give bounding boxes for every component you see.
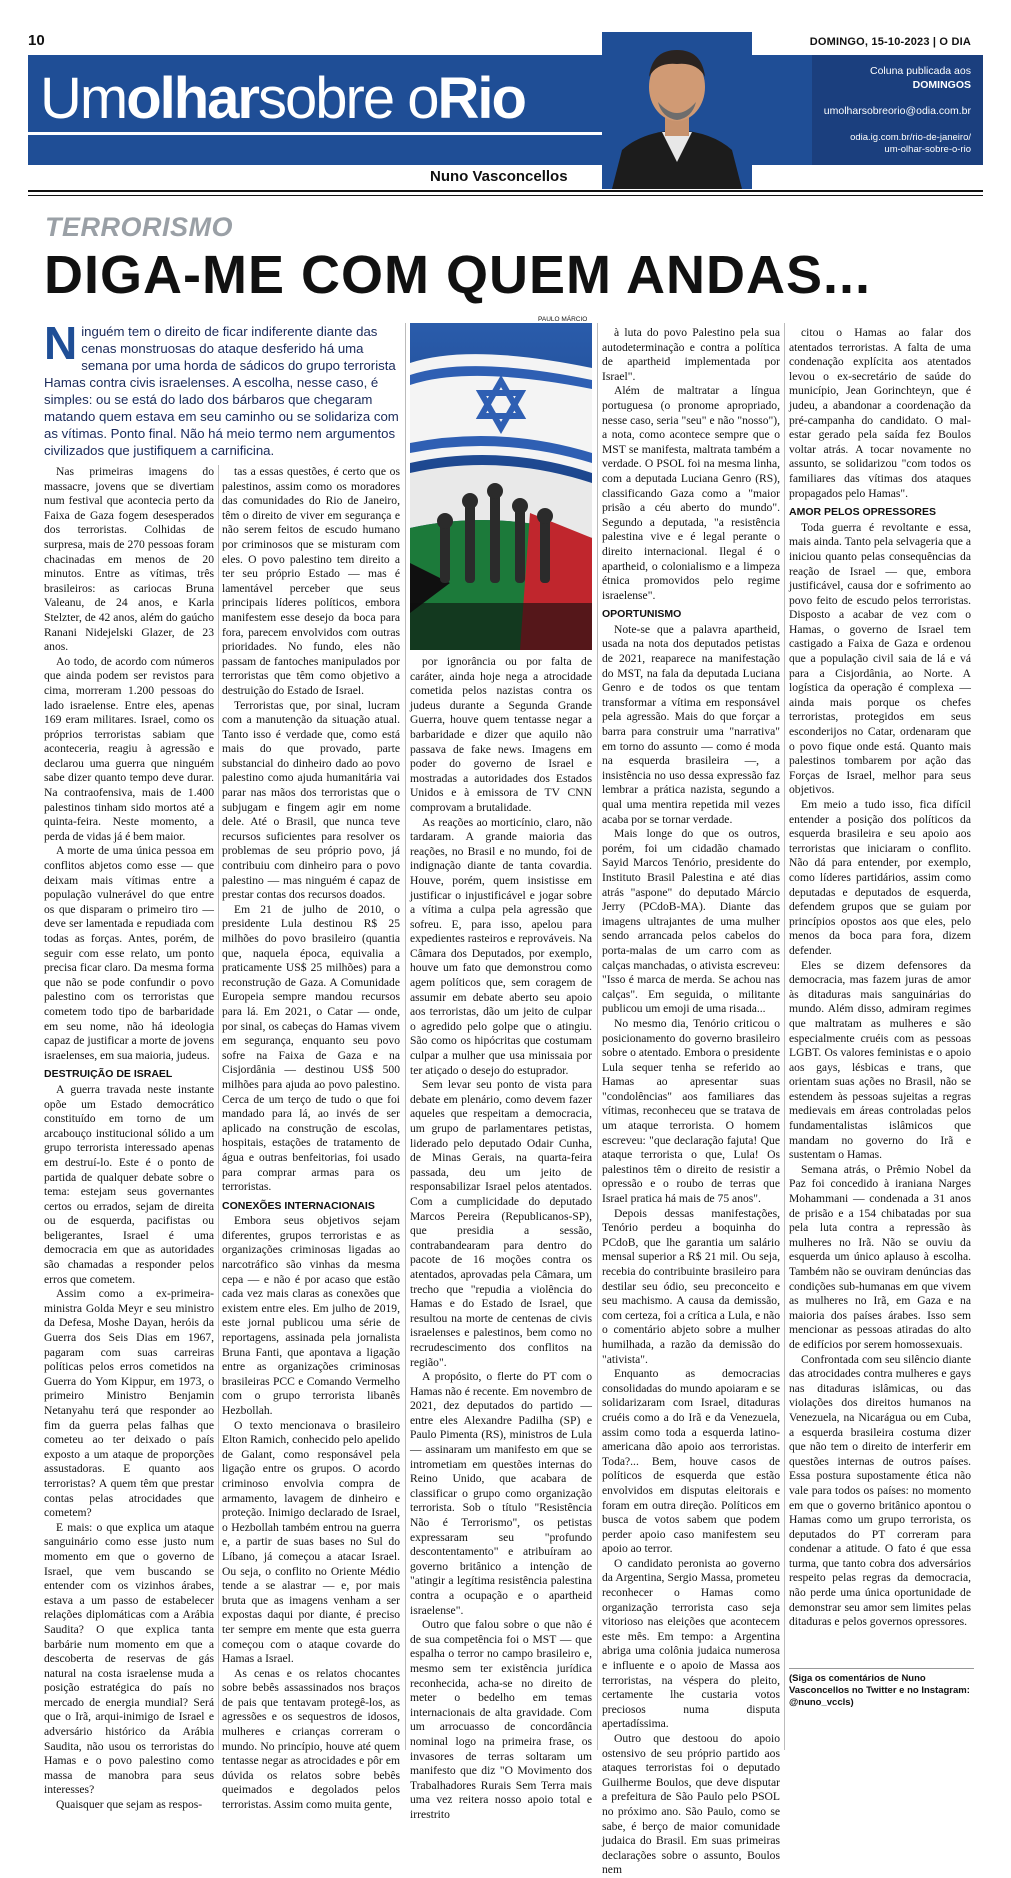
page-number: 10	[28, 32, 45, 49]
email-link[interactable]: umolharsobreorio@odia.com.br	[823, 105, 971, 117]
article-paragraph: Eles se dizem defensores da democracia, mas fazem juras de amor às ditaduras mais sanguinárias do mundo. Além disso, admiram regimes que maltratam as mulheres e são especialmente cruéis com as pessoas LGBT. Os valores feministas e o apoio aos gays, lésbicas e trans, que orientam suas ações no Brasil, não se estendem às pessoas sujeitas a regras medievais em áreas controladas pelos fundamentalistas islâmicos que mandam no governo do Irã e sustentam o Hamas.	[789, 958, 971, 1162]
col1-paragraphs	[44, 465, 214, 1063]
col4b-paragraphs	[602, 623, 780, 1878]
article-paragraph: Em 21 de julho de 2010, o presidente Lula destinou R$ 25 milhões do povo brasileiro (quantia que, naquela época, equivalia a praticamente US$ 25 milhões) para a reconstrução de Gaza. A Comunidade Europeia sempre mandou recursos para lá. Em 2021, o Catar — onde, por sinal, os cabeças do Hamas vivem em segurança, enquanto seu povo sofre na Faixa de Gaza e na Cisjordânia — destinou US$ 500 milhões para ajuda ao povo palestino. Cerca de um terço de tudo o que foi mandado para lá, ao invés de ser aplicado na construção de escolas, hospitais, estações de tratamento de água e outras benfeitorias, foi usado para comprar armas para os terroristas.	[222, 902, 400, 1194]
publication-schedule	[870, 64, 971, 92]
drop-cap: N	[44, 317, 78, 369]
col5b-paragraphs	[789, 521, 971, 1630]
subhead-destruicao: DESTRUIÇÃO DE ISRAEL	[44, 1068, 173, 1081]
article-paragraph: citou o Hamas ao falar dos atentados terroristas. A falta de uma condenação explícita aos atentados levou o ex-secretário de saúde do município, Jean Gorinchteyn, que é judeu, a abandonar a coordenação da pré-campanha do candidato. O mal-estar gerado pela saída fez Boulos voltar atrás. A tocar novamente no assunto, se solidarizou "com todos os familiares das vítimas dos ataques propagados pelo Hamas".	[789, 326, 971, 500]
article-paragraph: Depois dessas manifestações, Tenório perdeu a boquinha do PCdoB, que lhe garantia um salário mensal superior a R$ 21 mil. Ou seja, recebia do contribuinte brasileiro para destilar seu ódio, seu preconceito e seu machismo. A causa da demissão, com certeza, foi a crítica a Lula, e não o comentário abjeto sobre a mulher humilhada, a razão da demissão do "ativista".	[602, 1206, 780, 1366]
url-line-2: um-olhar-sobre-o-rio	[884, 144, 971, 155]
published-days: DOMINGOS	[912, 79, 971, 91]
article-paragraph: O candidato peronista ao governo da Argentina, Sergio Massa, prometeu reconhecer o Hamas como organização terrorista caso seja vitorioso nas eleições que acontecem este mês. Em tempo: a Argentina abriga uma colônia judaica numerosa e influente e o apoio de Massa aos terroristas, na véspera do pleito, certamente lhe custaria votos preciosos numa disputa apertadíssima.	[602, 1556, 780, 1731]
article-paragraph: A propósito, o flerte do PT com o Hamas não é recente. Em novembro de 2021, dez deputados do partido — entre eles Alexandre Padilha (SP) e Paulo Pimenta (RS), ministros de Lula — assinaram um manifesto em que se intrometiam em questões internas do Reino Unido, que acabara de classificar o grupo como organização terrorista. Sob o título "Resistência Não é Terrorismo", os petistas expressaram seu "profundo descontentamento" e atribuíram ao governo britânico a intenção de "atingir a legítima resistência palestina contra a ocupação e o apartheid israelense".	[410, 1370, 592, 1617]
israel-flag-crowd-illustration	[410, 323, 592, 650]
article-paragraph: tas a essas questões, é certo que os palestinos, assim como os moradores das comunidades do Rio de Janeiro, têm o direito de viver em segurança e não serem feitos de escudo humano por criminosos que se misturam com eles. O povo palestino tem direito a ter seu próprio Estado — mas é lamentável perceber que seus principais líderes políticos, embora manifestem esse desejo da boca para fora, parecem envolvidos com outras prioridades. No fundo, eles não passam de fantoches manipulados por terroristas que têm como objetivo a destruição do Estado de Israel.	[222, 465, 400, 697]
article-paragraph: Outro que destoou do apoio ostensivo de seu próprio partido aos ataques terroristas foi o deputado Guilherme Boulos, que deve disputar a prefeitura de São Paulo pelo PSOL no próximo ano. São Paulo, como se sabe, é berço de maior comunidade judaica do Brasil. Em suas primeiras declarações sobre o assunto, Boulos nem	[602, 1732, 780, 1877]
subhead-oportunismo: OPORTUNISMO	[602, 608, 682, 621]
dateline: DOMINGO, 15-10-2023 | O DIA	[809, 36, 971, 48]
article-paragraph: Embora seus objetivos sejam diferentes, grupos terroristas e as organizações criminosas ligadas ao narcotráfico são vinhas da mesma cepa — e não é por acaso que estão cada vez mais claras as conexões que existem entre eles. Em julho de 2019, este jornal publicou uma série de reportagens, assinada pela jornalista Bruna Fanti, que apontava a ligação entre as organizações criminosas brasileiras PCC e Comando Vermelho com o grupo terrorista libanês Hezbollah.	[222, 1214, 400, 1417]
article-paragraph: Sem levar seu ponto de vista para debate em plenário, como devem fazer aqueles que respeitam a democracia, um grupo de parlamentares petistas, liderado pelo deputado Odair Cunha, de Minas Gerais, na quarta-feira passada, deu um jeito de responsabilizar Israel pelos atentados. Com a cumplicidade do deputado Marcos Pereira (Republicanos-SP), que presidia a sessão, contrabandearam para dentro do pacote de 16 moções contra os atentados, aprovadas pela Câmara, um trecho que "repudia a violência do Hamas e do Estado de Israel, que resultou na morte de centenas de civis israelenses e palestinos, bem como no recrudescimento dos conflitos na região".	[410, 1078, 592, 1369]
lede-text: inguém tem o direito de ficar indiferente diante das cenas monstruosas do ataque desferido há uma semana por uma horda de sádicos do grupo terrorista Hamas contra civis israelenses. A escolha, nesse caso, é simples: ou se está do lado dos bárbaros que chegaram matando quem estava em seu caminho ou se solidariza com as vítimas. Ponto final. Não há meio termo nem argumentos civilizados que justifiquem a carnificina.	[44, 324, 399, 458]
top-rule	[28, 190, 983, 192]
article-paragraph: Assim como a ex-primeira-ministra Golda Meyr e seu ministro da Defesa, Moshe Dayan, heróis da Guerra dos Seis Dias em 1967, pagaram com suas carreiras políticas pelos erros cometidos na Guerra do Yom Kippur, em 1973, o primeiro Ministro Benjamin Netanyahu terá que responder ao fim da guerra pelas falhas que cometeu ao ter deixado o país exposto a um ataque de proporções assustadoras. E quanto aos terroristas? A quem têm que prestar contas pelas atrocidades que cometem?	[44, 1287, 214, 1520]
col4-paragraphs	[602, 326, 780, 603]
column-title-part3: sobre o	[258, 66, 438, 131]
column-url[interactable]	[850, 132, 971, 156]
col2b-paragraphs	[222, 1214, 400, 1812]
published-label: Coluna publicada aos	[870, 65, 971, 77]
social-footnote: (Siga os comentários de Nuno Vasconcellos no Twitter e no Instagram: @nuno_vccls)	[789, 1668, 974, 1709]
photo-credit: PAULO MÁRCIO	[538, 316, 588, 323]
article-paragraph: Enquanto as democracias consolidadas do mundo apoiaram e se solidarizaram com Israel, ditaduras cruéis como a do Irã e da Venezuela, assim como toda a esquerda latino-americana dão apoio aos terroristas. Toda?... Bem, houve casos de políticos de esquerda que estão envolvidos em disputas eleitorais e foram em outra direção. Políticos em busca de votos sabem que podem perder apoio caso manifestem seu apoio ao terror.	[602, 1367, 780, 1556]
article-paragraph: Mais longe do que os outros, porém, foi um cidadão chamado Sayid Marcos Tenório, presidente do Instituto Brasil Palestina e até dias atrás "aspone" do deputado Márcio Jerry (PCdoB-MA). Diante das imagens ultrajantes de uma mulher sendo arrancada pelos cabelos do porta-malas de um carro com as calças manchadas, o ativista escreveu: "Isso é marca de merda. Se achou nas calças". Em seguida, o militante publicou um emoji de uma risada...	[602, 827, 780, 1016]
col2-paragraphs	[222, 465, 400, 1195]
col3-paragraphs	[410, 655, 592, 1823]
article-paragraph: O texto mencionava o brasileiro Elton Ramich, conhecido pelo apelido de Galant, como responsável pela ligação entre os grupos. O acordo criminoso envolvia compra de armamento, lavagem de dinheiro e proteção. Inimigo declarado de Israel, o Hezbollah também entrou na guerra e, a partir de suas bases no Sul do Líbano, já começou a atacar Israel. Ou seja, o conflito no Oriente Médio tende a se alastrar — e, por mais bruta que as imagens venham a ser expostas daqui por diante, é preciso ter sempre em mente que esta guerra começou com o ataque covarde do Hamas a Israel.	[222, 1418, 400, 1666]
article-paragraph: Nas primeiras imagens do massacre, jovens que se divertiam num festival que acontecia perto da Faixa de Gaza fogem desesperados dos terroristas. Colhidas de surpresa, mais de 270 pessoas foram chacinadas em menos de 20 minutos. Entre as vítimas, três brasileiros: as cariocas Bruna Valeanu, de 24 anos, e Karla Stelzter, de 42 anos, além do gaúcho Ranani Nidejelski Glazer, de 23 anos.	[44, 465, 214, 654]
column-divider	[597, 323, 598, 1750]
column-divider	[218, 465, 219, 1750]
article-column-5	[789, 326, 971, 1666]
article-paragraph: No mesmo dia, Tenório criticou o posicionamento do governo brasileiro sobre o atentado. Embora o presidente Lula sequer tenha se referido ao Hamas ao apresentar suas "condolências" aos familiares das vítimas, reconheceu que se tratava de um ataque terrorista. O homem escreveu: "que declaração fajuta! Que ataque terrorista o que, Lula! Os palestinos têm o direito de resistir a opressão e o roubo de terras que Israel pratica há mais de 75 anos".	[602, 1016, 780, 1206]
lede	[44, 317, 399, 459]
article-image	[410, 323, 592, 650]
column-title	[40, 66, 525, 131]
kicker: TERRORISMO	[45, 212, 234, 242]
column-title-part2: olhar	[126, 66, 259, 131]
column-title-part1: Um	[40, 66, 127, 131]
article-paragraph: A guerra travada neste instante opõe um Estado democrático constituído em torno de um arcabouço institucional sólido a um grupo terrorista interessado apenas em destruí-lo. Este é o ponto de partida de qualquer debate sobre o tema: estejam seus governantes certos ou errados, sejam de direita ou de esquerda, pacifistas ou beligerantes, Israel é uma democracia em que as autoridades são chamadas a responder pelos erros que cometem.	[44, 1082, 214, 1286]
article-paragraph: As reações ao morticínio, claro, não tardaram. A grande maioria das reações, no Brasil e no mundo, foi de indignação diante de tanta covardia. Houve, porém, quem insistisse em justificar o injustificável e jogar sobre a vítima a culpa pela agressão que sofreu. E, para isso, apelou para expedientes rasteiros e reprováveis. Na Câmara dos Deputados, por exemplo, houve um fato que demonstrou como agem políticos que, sem coragem de assumir em debate aberto seu apoio aos terroristas, dão um jeito de culpar o agredido pelo golpe que o atingiu. São como os hipócritas que costumam culpar a mulher que usa minissaia por ter atiçado o desejo do estuprador.	[410, 815, 592, 1077]
article-column-1	[44, 465, 214, 1812]
article-paragraph: A morte de uma única pessoa em conflitos abjetos como esse — que deixam mais vítimas entre a população vulnerável do que entre os que disparam o primeiro tiro — deve ser lamentada e repudiada com todas as forças. Antes, porém, de seguir com esse relato, um ponto precisa ficar claro. Da mesma forma que não se pode confundir o povo palestino com os terroristas que cometem todo tipo de barbaridade em seu nome, não há ideologia capaz de justificar a morte de jovens israelenses, em sua maioria, judeus.	[44, 844, 214, 1062]
article-paragraph: Além de maltratar a língua portuguesa (o pronome apropriado, nesse caso, seria "seu" e não "nosso"), a nota, como acontece sempre que o MST se manifesta, maltrata também a verdade. O PSOL foi na mesma linha, com a deputada Luciana Genro (RS), classificando Gaza como a "maior prisão a céu aberto do mundo". Segundo a deputada, "a resistência palestina vive e é legal perante o direito internacional. Ilegal é o apartheid, o colonialismo e a limpeza étnica promovidos pelo regime israelense".	[602, 384, 780, 602]
article-paragraph: Toda guerra é revoltante e essa, mais ainda. Tanto pela selvageria que a iniciou quanto pelas consequências da reação de Israel — que, embora justificável, causa dor e sofrimento ao povo feito de escudo pelos terroristas. Disposto a acabar de vez com o Hamas, o governo de Israel tem castigado a Faixa de Gaza e ordenou que a população civil saia de lá e vá para a Cisjordânia, ao Norte. A logística da operação é complexa — ainda mais porque os chefes terroristas, protegidos em seus esconderijos no Catar, ordenaram que o povo fique onde está. Quanto mais palestinos tombarem por ação das Forças de Israel, melhor para seus objetivos.	[789, 520, 971, 797]
article-paragraph: E mais: o que explica um ataque sanguinário como esse justo num momento em que o governo de Israel, que vem buscando se entender com os vizinhos árabes, estava a um passo de estabelecer relações diplomáticas com a Arábia Saudita? O que explica tanta barbárie num momento em que a descoberta de reservas de gás natural na costa israelense muda a posição estratégica do país no mercado de energia mundial? Será que o Irã, arqui-inimigo de Israel e adversário histórico da Arábia Saudita, não usou os terroristas do Hamas e o povo palestino como massa de manobra para seus interesses?	[44, 1520, 214, 1797]
headline: DIGA-ME COM QUEM ANDAS...	[44, 245, 871, 305]
column-divider	[784, 323, 785, 1750]
article-column-4	[602, 326, 780, 1877]
article-paragraph: Note-se que a palavra apartheid, usada na nota dos deputados petistas de 2021, reaparece na manifestação do MST, na fala da deputada Luciana Genro e de todos os que tentam transformar a vítima em responsável pela agressão. Mais do que forçar a barra para construir uma "narrativa" em torno do assunto — como é moda na esquerda brasileira —, a insistência no uso dessa expressão faz lembrar a prática nazista, segundo a qual uma mentira repetida mil vezes acaba por se tornar verdade.	[602, 622, 780, 826]
article-paragraph: à luta do povo Palestino pela sua autodeterminação e contra a política de apartheid implementada por Israel".	[602, 326, 780, 383]
col1b-paragraphs	[44, 1083, 214, 1813]
article-paragraph: Terroristas que, por sinal, lucram com a manutenção da situação atual. Tanto isso é verdade que, como está mais do que provado, parte substancial do dinheiro dado ao povo palestino como ajuda humanitária vai parar nas mãos dos terroristas que o subjugam e fingem agir em nome dele. Até o Brasil, que nunca teve recursos suficientes para resolver os problemas de seu próprio povo, já contribuiu com dinheiro para o povo palestino — mas ninguém é capaz de prestar contas dos recursos doados.	[222, 698, 400, 902]
article-paragraph: Outro que falou sobre o que não é de sua competência foi o MST — que espalha o terror no campo brasileiro e, mesmo sem ter existência jurídica reconhecida, acha-se no direito de meter o bedelho em temas internacionais de alta gravidade. Com um arrocuasso de concordância nominal logo na primeira frase, os invasores de terras soltaram um manifesto que diz "O Movimento dos Trabalhadores Rurais Sem Terra mais uma vez reitera nosso apoio total e irrestrito	[410, 1618, 592, 1821]
author-name: Nuno Vasconcellos	[430, 168, 568, 185]
article-paragraph: Ao todo, de acordo com números que ainda podem ser revistos para cima, morreram 1.200 pessoas do lado israelense. Entre eles, apenas 169 eram militares. Israel, como os próprios terroristas sabiam que aconteceria, reagiu à agressão e declarou uma guerra que ninguém sabe dizer quanto tempo deve durar. Na contraofensiva, mais de 1.400 palestinos tinham sido mortos até a quinta-feira. Neste momento, a perda de vidas já é bem maior.	[44, 654, 214, 843]
author-photo	[602, 32, 752, 189]
article-paragraph: por ignorância ou por falta de caráter, ainda hoje nega a atrocidade cometida pelos nazistas contra os judeus durante a Segunda Grande Guerra, houve quem tentasse negar a barbaridade e dizer que aquilo não passava de fake news. Imagens em poder do governo de Israel e mostradas a autoridades dos Estados Unidos e à emissora de TV CNN comprovam a brutalidade.	[410, 655, 592, 814]
article-column-3	[410, 655, 592, 1821]
article-paragraph: Semana atrás, o Prêmio Nobel da Paz foi concedido à iraniana Narges Mohammani — condenada a 31 anos de prisão e a 154 chibatadas por sua pela luta contra a repressão às mulheres no Irã. Não se ouviu da esquerda um único aplauso à escolha. Também não se ouviram denúncias das condições sub-humanas em que vivem as mulheres no Irã, em Gaza e na maioria dos países árabes. Isso sem mencionar as pessoas atiradas do alto de edifícios por serem homossexuais.	[789, 1162, 971, 1351]
banner-underline	[28, 132, 618, 135]
article-paragraph: Confrontada com seu silêncio diante das atrocidades contra mulheres e gays nas ditaduras islâmicas, ou das violações dos direitos humanos na Venezuela, na Nicarágua ou em Cuba, a esquerda brasileira costuma dizer que não tem o direito de interferir em questões internas de outros países. Essa postura supostamente ética não vale para todos os países: no momento em que o governo britânico apontou o Hamas como um grupo terrorista, os deputados do PT correram para condenar a atitude. O fato é que essa turma, que tanto cobra dos adversários respeito pelas regras da democracia, não perde uma única oportunidade de demonstrar seu amor sem limites pelas ditaduras e pelos governos opressores.	[789, 1352, 971, 1629]
article-paragraph: As cenas e os relatos chocantes sobre bebês assassinados nos braços de pais que tentavam protegê-los, as agressões e os sequestros de idosos, mulheres e crianças correram o mundo. No princípio, houve até quem tentasse negar as atrocidades e pôr em dúvida os relatos sobre bebês queimados e degolados pelos terroristas. Assim como muita gente,	[222, 1666, 400, 1812]
article-paragraph: Quaisquer que sejam as respos-	[56, 1798, 203, 1812]
column-title-part4: Rio	[437, 66, 525, 131]
author-portrait-icon	[602, 32, 752, 189]
col5-paragraphs	[789, 326, 971, 501]
column-divider	[405, 323, 406, 1750]
subhead-conexoes: CONEXÕES INTERNACIONAIS	[222, 1199, 375, 1212]
top-rule-thin	[28, 195, 983, 196]
subhead-amor: AMOR PELOS OPRESSORES	[789, 506, 937, 519]
article-column-2	[222, 465, 400, 1812]
url-line-1: odia.ig.com.br/rio-de-janeiro/	[850, 132, 971, 143]
article-paragraph: Em meio a tudo isso, fica difícil entender a posição dos políticos da esquerda brasileira e seu apoio aos terroristas que iniciaram o conflito. Não dá para entender, por exemplo, como líderes partidários, assim como deputadas e deputados de esquerda, defendem grupos que se guiam por princípios opostos aos que eles, pelo menos da boca para fora, dizem defender.	[789, 798, 971, 957]
